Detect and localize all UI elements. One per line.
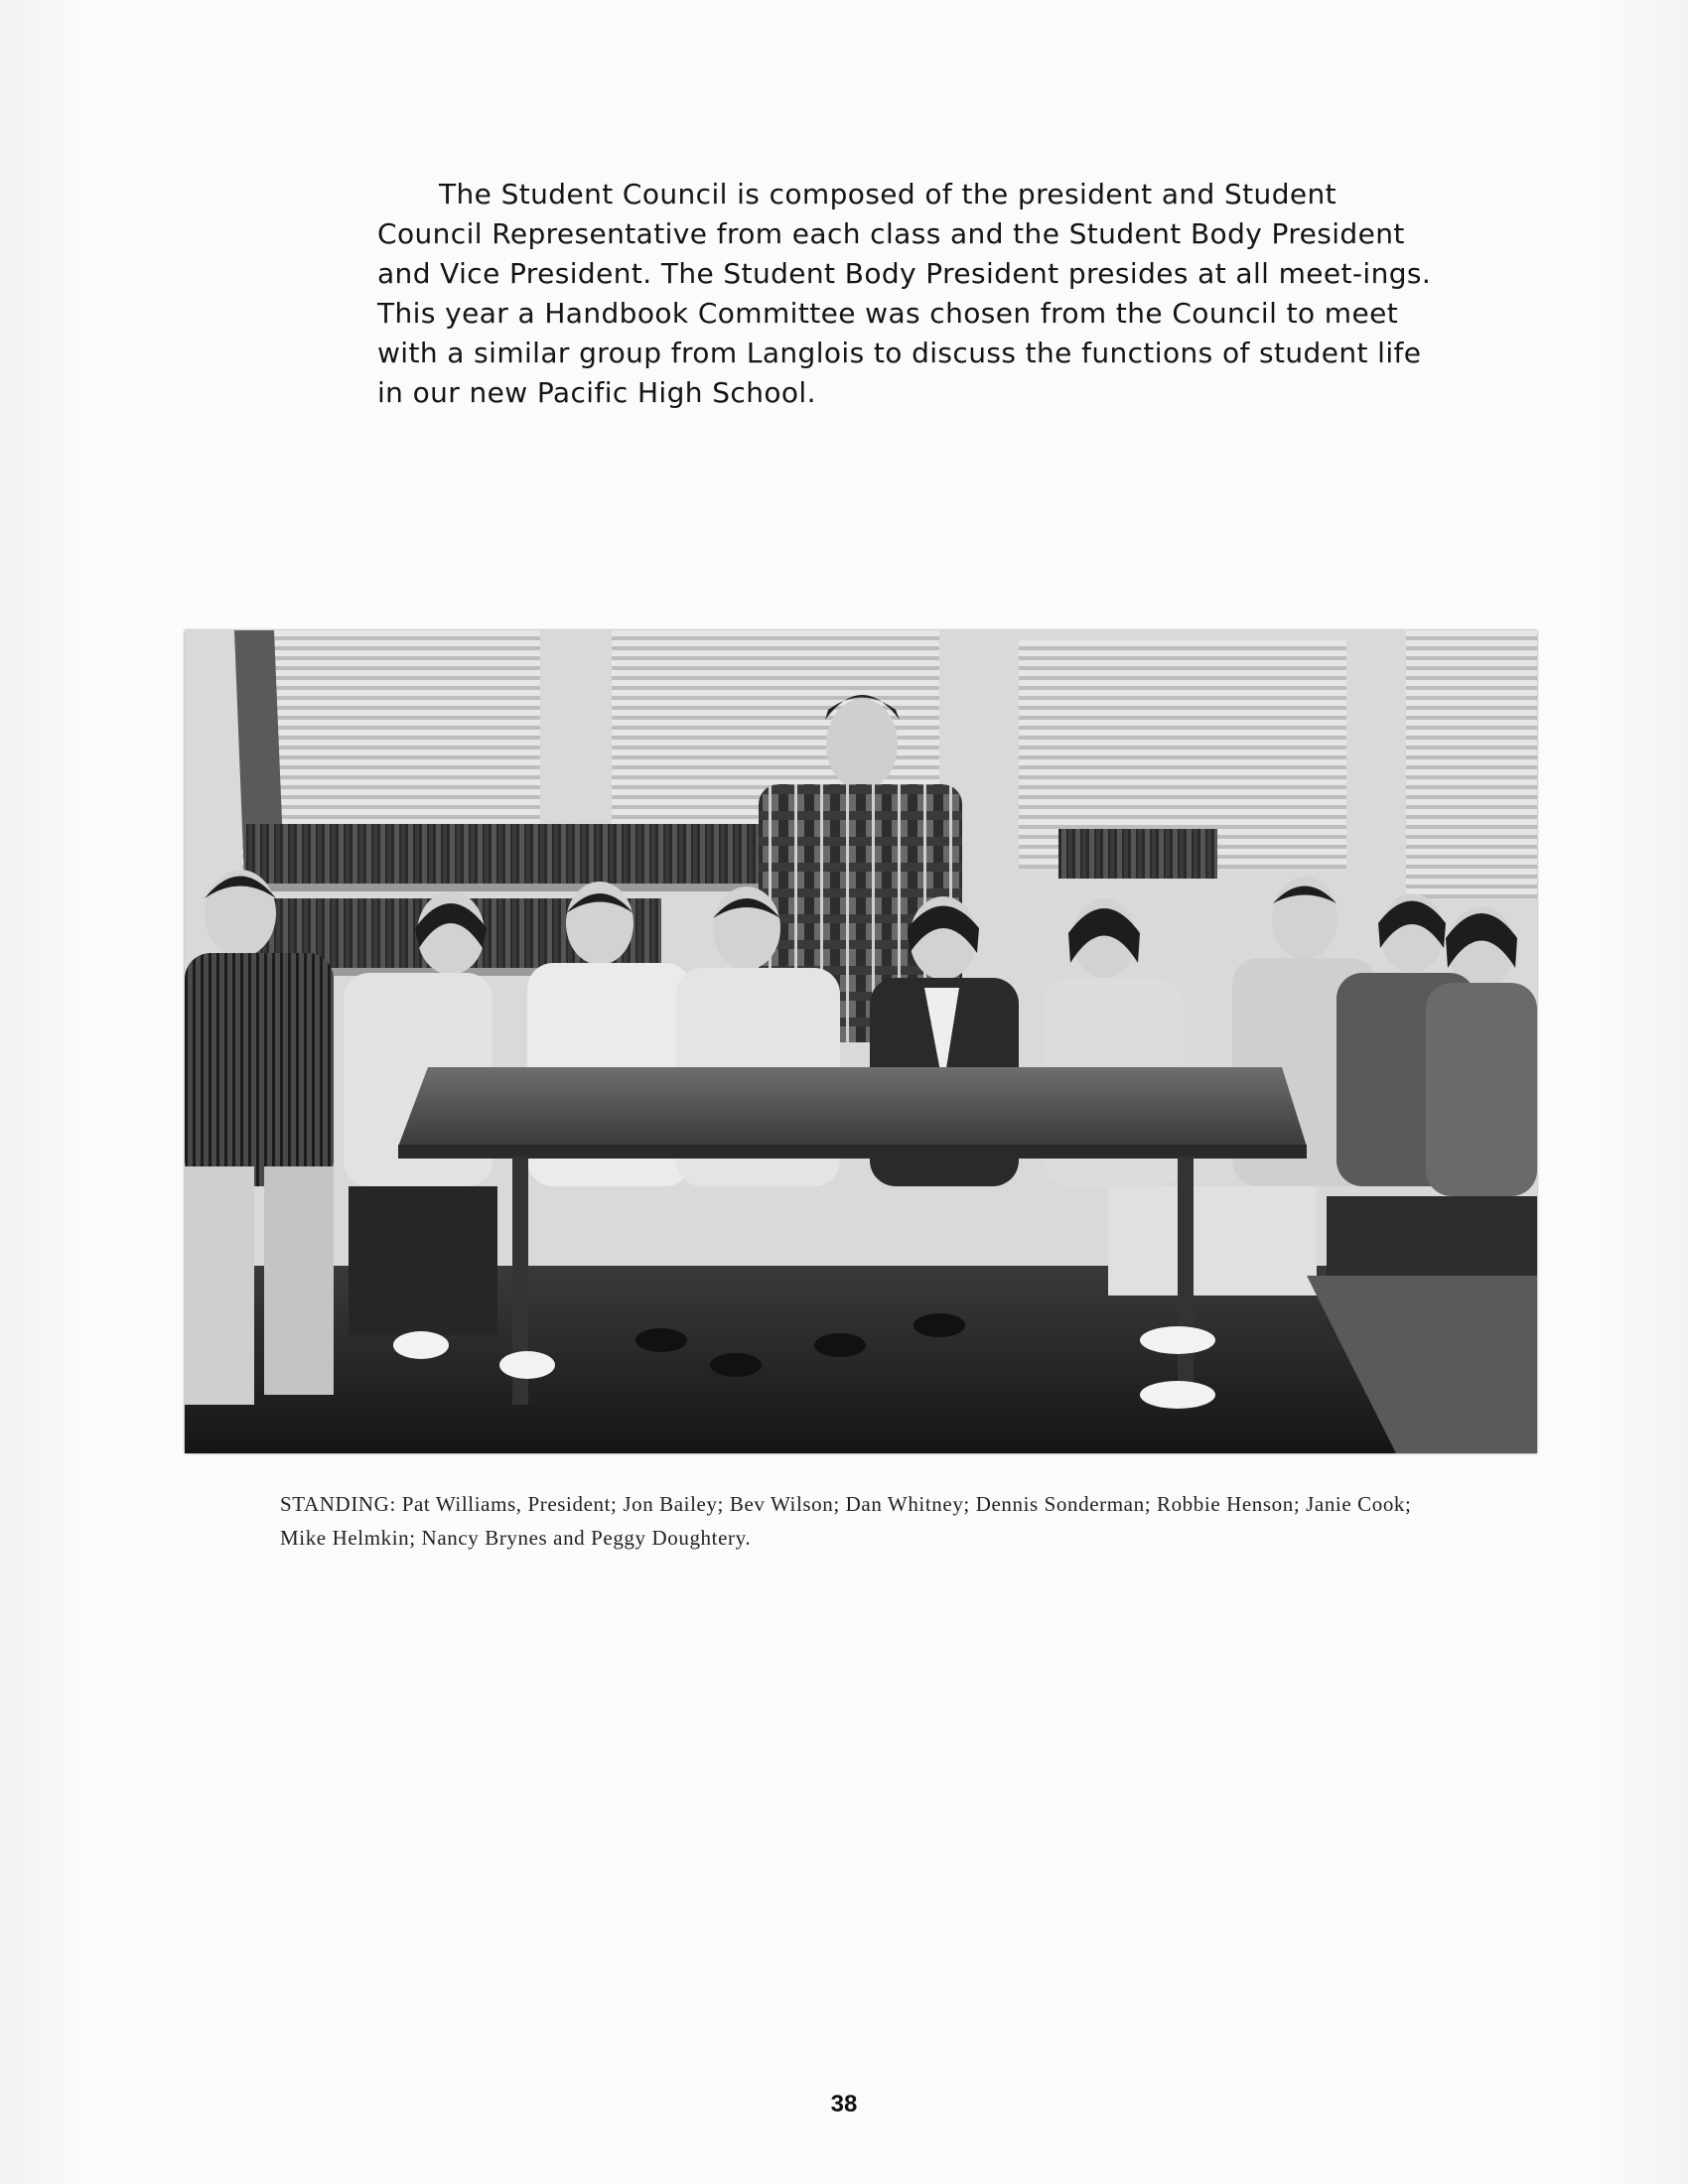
page-edge-shadow-right [1594,0,1688,2184]
page-edge-shadow-left [0,0,87,2184]
page-number: 38 [830,2091,858,2117]
group-photo-illustration [185,630,1537,1453]
group-photo [185,630,1537,1453]
photo-caption: STANDING: Pat Williams, President; Jon Bailey; Bev Wilson; Dan Whitney; Dennis Sonderman; Robbie Henson; Janie Cook; Mike Helmkin; Nancy Brynes and Peggy Doughtery. [280,1492,1412,1550]
intro-paragraph: The Student Council is composed of the president and Student Council Representative from each class and the Student Body President and Vice President. The Student Body President presides at all meet-ings. This year a Handbook Committee was chosen from the Council to meet with a similar group from Langlois to discuss the functions of student life in our new Pacific High School. [377,178,1432,409]
